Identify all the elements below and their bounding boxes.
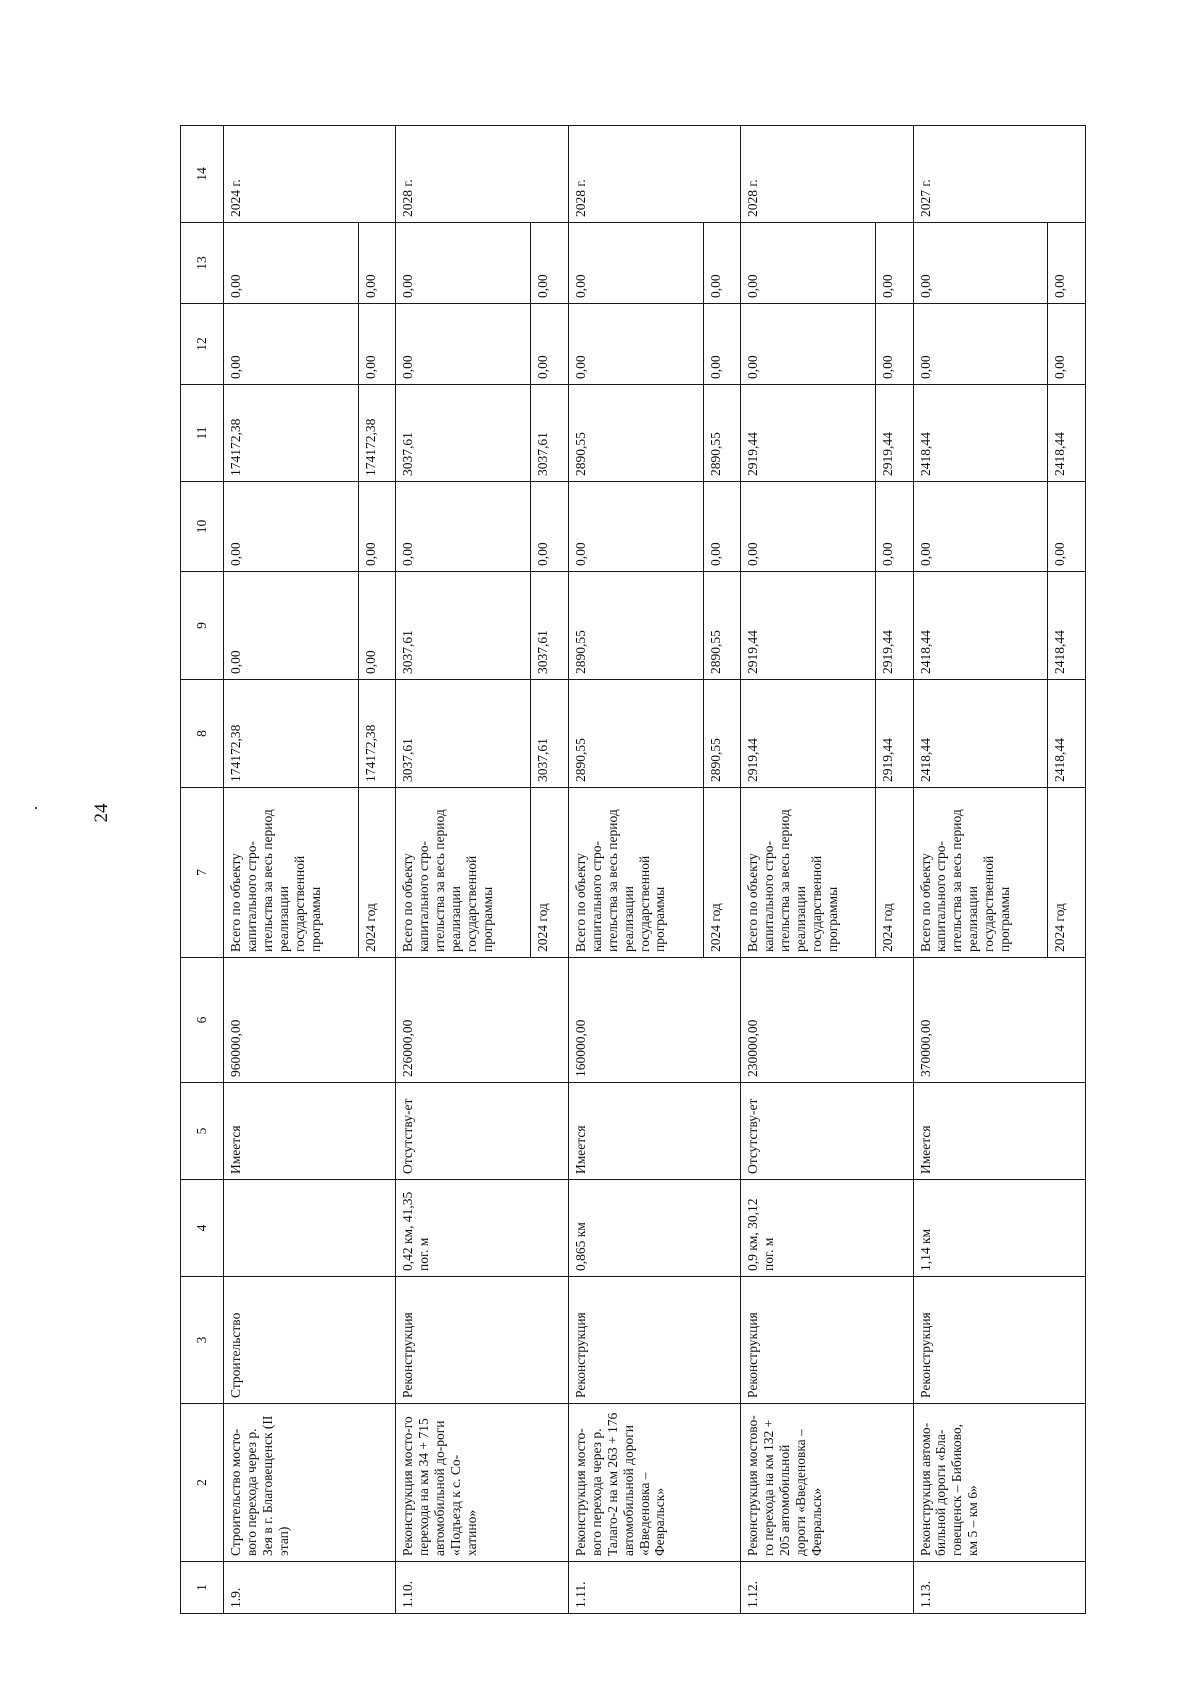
year-amount: 0,00 (531, 304, 569, 385)
design-docs-status: Имеется (568, 1083, 740, 1180)
rotated-table-container (180, 126, 1086, 1614)
row-number: 1.9. (224, 1562, 396, 1614)
year-amount: 0,00 (1048, 482, 1086, 572)
column-number: 11 (181, 385, 224, 482)
total-amount: 2418,44 (913, 572, 1048, 680)
estimated-cost: 230000,00 (741, 958, 913, 1083)
column-number: 10 (181, 482, 224, 572)
year-label: 2024 год (358, 788, 396, 958)
total-amount: 0,00 (913, 482, 1048, 572)
year-label: 2024 год (703, 788, 741, 958)
total-amount: 2418,44 (913, 385, 1048, 482)
work-type: Строительство (224, 1277, 396, 1404)
year-amount: 3037,61 (531, 572, 569, 680)
design-docs-status: Отсутству-ет (741, 1083, 913, 1180)
year-amount: 0,00 (358, 304, 396, 385)
object-name: Реконструкция мостово-го перехода на км 132 + 205 автомобильной дороги «Введеновка – Февральск» (741, 1404, 913, 1562)
total-amount: 0,00 (224, 572, 359, 680)
estimated-cost: 226000,00 (396, 958, 568, 1083)
capacity: 0,9 км, 30,12 пог. м (741, 1180, 913, 1277)
row-number: 1.12. (741, 1562, 913, 1614)
total-amount: 0,00 (568, 223, 703, 304)
year-amount: 0,00 (531, 482, 569, 572)
total-amount: 2919,44 (741, 385, 876, 482)
scan-speck (35, 807, 37, 809)
capacity: 1,14 км (913, 1180, 1085, 1277)
work-type: Реконструкция (741, 1277, 913, 1404)
program-objects-table (180, 125, 1086, 1614)
column-number: 8 (181, 680, 224, 788)
capacity: 0,865 км (568, 1180, 740, 1277)
total-amount: 2890,55 (568, 385, 703, 482)
year-amount: 2890,55 (703, 385, 741, 482)
year-amount: 2418,44 (1048, 680, 1086, 788)
estimated-cost: 960000,00 (224, 958, 396, 1083)
total-amount: 174172,38 (224, 680, 359, 788)
year-amount: 0,00 (703, 482, 741, 572)
total-amount: 0,00 (396, 482, 531, 572)
column-number: 12 (181, 304, 224, 385)
column-number: 3 (181, 1277, 224, 1404)
total-amount: 0,00 (224, 304, 359, 385)
column-number: 2 (181, 1404, 224, 1562)
object-name: Реконструкция автомо-бильной дороги «Бла-говещенск – Бибиково, км 5 – км 6» (913, 1404, 1085, 1562)
total-amount: 0,00 (741, 223, 876, 304)
year-amount: 2919,44 (875, 680, 913, 788)
capacity: 0,42 км, 41,35 пог. м (396, 1180, 568, 1277)
table-row (568, 126, 703, 1614)
table-row (224, 126, 359, 1614)
row-number: 1.11. (568, 1562, 740, 1614)
total-label: Всего по объекту капитального стро-ительства за весь период реализации государственной программы (741, 788, 876, 958)
column-number: 6 (181, 958, 224, 1083)
total-amount: 3037,61 (396, 385, 531, 482)
year-amount: 2919,44 (875, 572, 913, 680)
column-number: 13 (181, 223, 224, 304)
total-amount: 0,00 (741, 482, 876, 572)
column-number: 1 (181, 1562, 224, 1614)
total-amount: 2919,44 (741, 572, 876, 680)
deadline: 2027 г. (913, 126, 1085, 223)
year-label: 2024 год (1048, 788, 1086, 958)
row-number: 1.10. (396, 1562, 568, 1614)
page-number: 24 (91, 803, 112, 823)
design-docs-status: Имеется (224, 1083, 396, 1180)
year-amount: 2890,55 (703, 572, 741, 680)
column-number: 7 (181, 788, 224, 958)
year-amount: 0,00 (703, 304, 741, 385)
year-label: 2024 год (875, 788, 913, 958)
year-amount: 3037,61 (531, 385, 569, 482)
column-number: 4 (181, 1180, 224, 1277)
total-amount: 0,00 (741, 304, 876, 385)
total-amount: 0,00 (396, 304, 531, 385)
year-amount: 174172,38 (358, 680, 396, 788)
total-amount: 0,00 (913, 223, 1048, 304)
deadline: 2024 г. (224, 126, 396, 223)
year-amount: 3037,61 (531, 680, 569, 788)
year-amount: 0,00 (1048, 223, 1086, 304)
year-amount: 0,00 (358, 572, 396, 680)
total-amount: 0,00 (913, 304, 1048, 385)
estimated-cost: 160000,00 (568, 958, 740, 1083)
year-amount: 0,00 (875, 223, 913, 304)
year-amount: 0,00 (703, 223, 741, 304)
deadline: 2028 г. (568, 126, 740, 223)
year-amount: 2418,44 (1048, 572, 1086, 680)
deadline: 2028 г. (741, 126, 913, 223)
object-name: Реконструкция мосто-го перехода на км 34 + 715 автомобильной до-роги «Подъезд к с. Со-хатино» (396, 1404, 568, 1562)
total-amount: 0,00 (224, 223, 359, 304)
column-number: 5 (181, 1083, 224, 1180)
year-amount: 2919,44 (875, 385, 913, 482)
total-amount: 3037,61 (396, 572, 531, 680)
design-docs-status: Отсутству-ет (396, 1083, 568, 1180)
estimated-cost: 370000,00 (913, 958, 1085, 1083)
deadline: 2028 г. (396, 126, 568, 223)
total-amount: 2919,44 (741, 680, 876, 788)
total-label: Всего по объекту капитального стро-ительства за весь период реализации государственной программы (396, 788, 531, 958)
column-number: 9 (181, 572, 224, 680)
year-amount: 2890,55 (703, 680, 741, 788)
table-body (181, 126, 1086, 1614)
table-row (913, 126, 1048, 1614)
design-docs-status: Имеется (913, 1083, 1085, 1180)
total-amount: 3037,61 (396, 680, 531, 788)
work-type: Реконструкция (396, 1277, 568, 1404)
year-amount: 0,00 (531, 223, 569, 304)
year-amount: 0,00 (358, 482, 396, 572)
total-label: Всего по объекту капитального стро-ительства за весь период реализации государственной программы (224, 788, 359, 958)
total-amount: 0,00 (224, 482, 359, 572)
year-amount: 174172,38 (358, 385, 396, 482)
year-amount: 0,00 (875, 304, 913, 385)
year-amount: 2418,44 (1048, 385, 1086, 482)
total-amount: 174172,38 (224, 385, 359, 482)
year-amount: 0,00 (1048, 304, 1086, 385)
total-amount: 2890,55 (568, 572, 703, 680)
year-label: 2024 год (531, 788, 569, 958)
total-amount: 0,00 (396, 223, 531, 304)
total-amount: 0,00 (568, 482, 703, 572)
total-label: Всего по объекту капитального стро-ительства за весь период реализации государственной программы (913, 788, 1048, 958)
object-name: Реконструкция мосто-вого перехода через р. Талаго-2 на км 263 + 176 автомобильной дороги «Введеновка – Февральск» (568, 1404, 740, 1562)
year-amount: 0,00 (875, 482, 913, 572)
work-type: Реконструкция (913, 1277, 1085, 1404)
column-number-row (181, 126, 224, 1614)
table-row (741, 126, 876, 1614)
total-amount: 0,00 (568, 304, 703, 385)
total-amount: 2418,44 (913, 680, 1048, 788)
work-type: Реконструкция (568, 1277, 740, 1404)
row-number: 1.13. (913, 1562, 1085, 1614)
year-amount: 0,00 (358, 223, 396, 304)
capacity (224, 1180, 396, 1277)
column-number: 14 (181, 126, 224, 223)
total-label: Всего по объекту капитального стро-ительства за весь период реализации государственной программы (568, 788, 703, 958)
total-amount: 2890,55 (568, 680, 703, 788)
object-name: Строительство мосто-вого перехода через р. Зея в г. Благовещенск (II этап) (224, 1404, 396, 1562)
table-row (396, 126, 531, 1614)
